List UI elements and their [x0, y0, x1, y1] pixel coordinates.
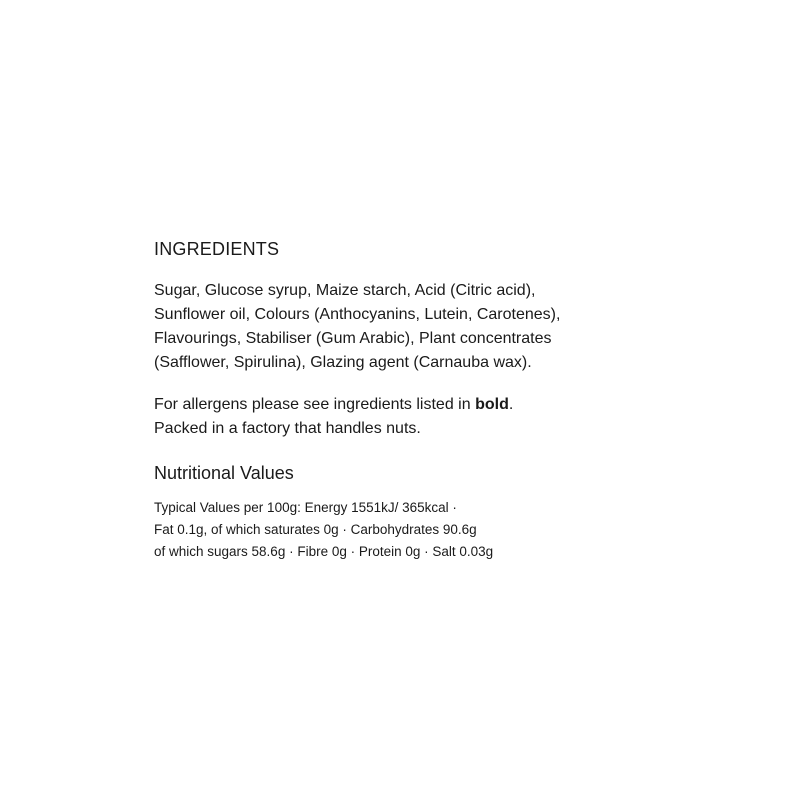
allergen-note	[154, 393, 674, 441]
ingredients-list	[154, 279, 674, 375]
ingredients-line: (Safflower, Spirulina), Glazing agent (Carnauba wax).	[154, 354, 532, 371]
nutrition-line: Typical Values per 100g: Energy 1551kJ/ 365kcal ·	[154, 500, 457, 515]
nutrition-values	[154, 497, 674, 563]
ingredients-line: Sugar, Glucose syrup, Maize starch, Acid (Citric acid),	[154, 282, 536, 299]
nutrition-line: of which sugars 58.6g · Fibre 0g · Protein 0g · Salt 0.03g	[154, 544, 494, 559]
allergen-text: For allergens please see ingredients listed in	[154, 396, 476, 413]
nutrition-heading: Nutritional Values	[154, 463, 294, 483]
allergen-bold-word: bold	[475, 396, 509, 413]
product-info-panel	[154, 237, 674, 563]
nutrition-line: Fat 0.1g, of which saturates 0g · Carbohydrates 90.6g	[154, 522, 477, 537]
allergen-line	[154, 393, 674, 417]
ingredients-line: Flavourings, Stabiliser (Gum Arabic), Plant concentrates	[154, 330, 552, 347]
allergen-text-end: .	[508, 396, 514, 413]
factory-note: Packed in a factory that handles nuts.	[154, 420, 421, 437]
ingredients-heading: INGREDIENTS	[154, 239, 280, 259]
ingredients-line: Sunflower oil, Colours (Anthocyanins, Lutein, Carotenes),	[154, 306, 561, 323]
